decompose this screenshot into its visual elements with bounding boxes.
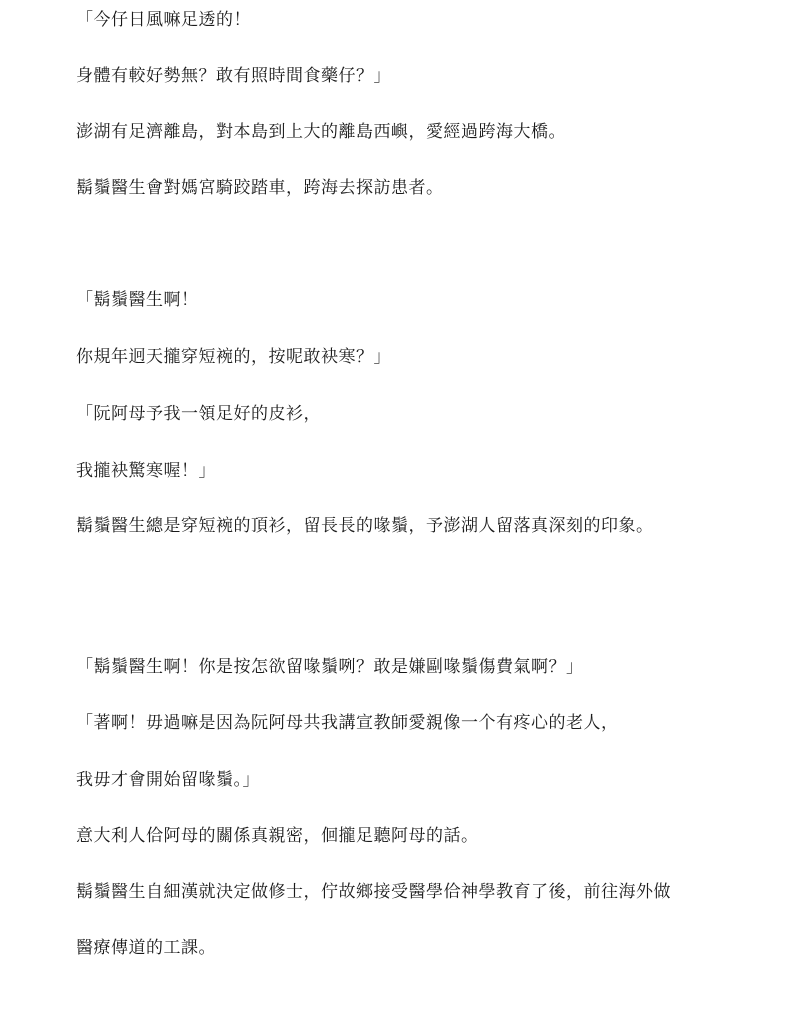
text-line: 你規年迥天攏穿短䘼的，按呢敢袂寒？」 xyxy=(76,347,391,367)
text-line: 「今仔日風嘛足透的！ xyxy=(76,10,251,30)
text-line: 我攏袂驚寒喔！」 xyxy=(76,461,216,481)
text-line: 「鬍鬚醫生啊！ xyxy=(76,290,199,310)
text-line: 鬍鬚醫生自細漢就決定做修士，佇故鄉接受醫學佮神學教育了後，前往海外做 xyxy=(76,882,671,902)
text-line: 鬍鬚醫生總是穿短䘼的頂衫，留長長的喙鬚，予澎湖人留落真深刻的印象。 xyxy=(76,516,654,536)
text-line: 「鬍鬚醫生啊！你是按怎欲留喙鬚咧？敢是嫌剾喙鬚傷費氣啊？」 xyxy=(76,657,584,677)
text-line: 意大利人佮阿母的關係真親密，佪攏足聽阿母的話。 xyxy=(76,826,479,846)
text-line: 鬍鬚醫生會對媽宮騎跤踏車，跨海去探訪患者。 xyxy=(76,178,444,198)
text-line: 澎湖有足濟離島，對本島到上大的離島西嶼，愛經過跨海大橋。 xyxy=(76,122,566,142)
text-line: 身體有較好勢無？敢有照時間食藥仔？」 xyxy=(76,66,391,86)
text-line: 「著啊！毋過嘛是因為阮阿母共我講宣教師愛親像一个有疼心的老人， xyxy=(76,713,619,733)
text-line: 我毋才會開始留喙鬚。」 xyxy=(76,770,260,790)
text-line: 「阮阿母予我一領足好的皮衫， xyxy=(76,404,321,424)
text-line: 醫療傳道的工課。 xyxy=(76,938,216,958)
